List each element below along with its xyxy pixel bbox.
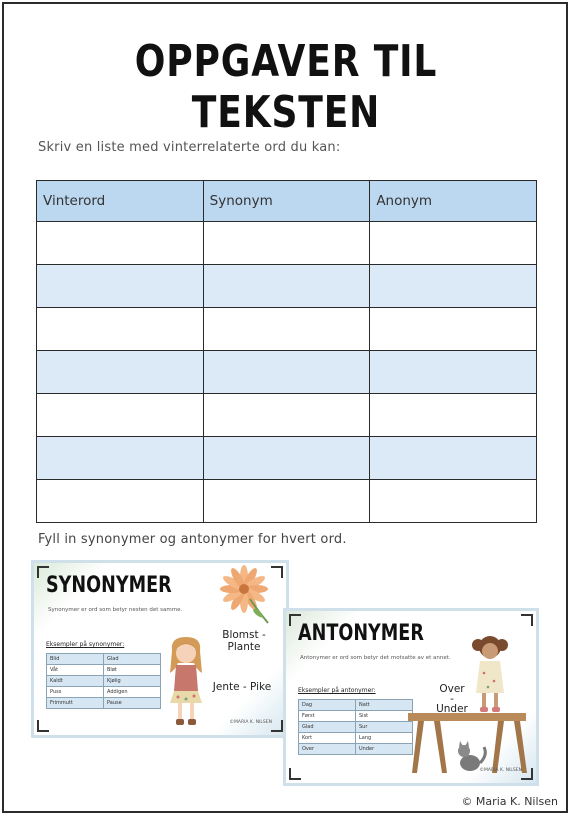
- header-anonym: Anonym: [370, 181, 537, 222]
- table-cell: Våt: [47, 665, 104, 676]
- corner-ornament: [271, 720, 283, 732]
- table-row: [47, 676, 161, 687]
- table-row: [37, 222, 537, 265]
- corner-ornament: [289, 768, 301, 780]
- copyright-notice: © Maria K. Nilsen: [461, 795, 558, 808]
- table-cell: Addigen: [104, 687, 161, 698]
- antonym-example-table: [298, 699, 413, 755]
- table-cell[interactable]: [37, 308, 204, 351]
- table-cell: Glad: [104, 654, 161, 665]
- instruction-list: Skriv en liste med vinterrelaterte ord du kan:: [38, 140, 341, 155]
- table-cell: Blid: [47, 654, 104, 665]
- table-row: [37, 308, 537, 351]
- table-cell[interactable]: [203, 222, 370, 265]
- synonym-example-table: [46, 653, 161, 709]
- table-cell[interactable]: [37, 437, 204, 480]
- table-row: [37, 265, 537, 308]
- table-cell[interactable]: [370, 480, 537, 523]
- table-cell[interactable]: [203, 437, 370, 480]
- synonym-card: [34, 563, 286, 735]
- table-cell: Kort: [299, 733, 356, 744]
- page-title: OPPGAVER TIL TEKSTEN: [134, 36, 438, 138]
- table-row: [47, 687, 161, 698]
- vocabulary-table: [36, 180, 537, 523]
- table-cell: Natt: [356, 700, 413, 711]
- table-row: [299, 733, 413, 744]
- table-cell[interactable]: [37, 351, 204, 394]
- table-cell: Frimmutt: [47, 698, 104, 709]
- table-cell[interactable]: [37, 394, 204, 437]
- table-cell: Pause: [104, 698, 161, 709]
- corner-ornament: [37, 720, 49, 732]
- table-row: [37, 394, 537, 437]
- table-cell: Dag: [299, 700, 356, 711]
- table-cell: Over: [299, 744, 356, 755]
- instruction-synonyms: Fyll in synonymer og antonymer for hvert ord.: [38, 532, 347, 547]
- synonym-card-description: Synonymer er ord som betyr nesten det samme.: [48, 607, 183, 613]
- table-row: [47, 698, 161, 709]
- table-row: [37, 437, 537, 480]
- table-cell: Kaldt: [47, 676, 104, 687]
- header-vinterord: Vinterord: [37, 181, 204, 222]
- antonym-pair-top: Over: [439, 683, 465, 695]
- synonym-pair-2: Jente - Pike: [212, 681, 272, 693]
- girl-illustration: [164, 633, 208, 729]
- table-cell[interactable]: [37, 265, 204, 308]
- antonym-pair-dash: -: [450, 693, 454, 705]
- synonym-examples-label: Eksempler på synonymer:: [46, 641, 125, 648]
- card-credit: ©MARIA K. NILSEN: [479, 768, 522, 773]
- card-credit: ©MARIA K. NILSEN: [229, 720, 272, 725]
- table-cell: Kjølig: [104, 676, 161, 687]
- table-cell: Lang: [356, 733, 413, 744]
- table-cell[interactable]: [203, 265, 370, 308]
- table-cell[interactable]: [370, 394, 537, 437]
- table-header-row: [37, 181, 537, 222]
- header-synonym: Synonym: [203, 181, 370, 222]
- table-row: [299, 700, 413, 711]
- antonym-card-title: ANTONYMER: [298, 621, 424, 646]
- table-cell[interactable]: [203, 480, 370, 523]
- table-cell[interactable]: [37, 222, 204, 265]
- table-cell[interactable]: [203, 351, 370, 394]
- synonym-pair-1: Blomst - Plante: [222, 629, 266, 653]
- synonym-card-title: SYNONYMER: [46, 573, 172, 598]
- table-cell: Glad: [299, 722, 356, 733]
- table-cell: Sist: [356, 711, 413, 722]
- table-row: [47, 654, 161, 665]
- table-row: [47, 665, 161, 676]
- table-cell[interactable]: [370, 437, 537, 480]
- table-cell: Puss: [47, 687, 104, 698]
- table-cell: Sur: [356, 722, 413, 733]
- table-row: [299, 744, 413, 755]
- table-cell[interactable]: [203, 308, 370, 351]
- table-cell[interactable]: [37, 480, 204, 523]
- table-cell: Under: [356, 744, 413, 755]
- table-cell[interactable]: [370, 222, 537, 265]
- antonym-pair-bottom: Under: [436, 703, 468, 715]
- table-cell[interactable]: [370, 351, 537, 394]
- table-cell: Først: [299, 711, 356, 722]
- table-cell[interactable]: [203, 394, 370, 437]
- table-cell: Bløt: [104, 665, 161, 676]
- table-cell[interactable]: [370, 308, 537, 351]
- table-row: [37, 351, 537, 394]
- table-row: [299, 722, 413, 733]
- table-row: [37, 480, 537, 523]
- antonym-card-description: Antonymer er ord som betyr det motsatte av et annet.: [300, 655, 451, 661]
- flower-illustration: [218, 565, 280, 627]
- table-row: [299, 711, 413, 722]
- antonym-examples-label: Eksempler på antonymer:: [298, 687, 376, 694]
- corner-ornament: [521, 614, 533, 626]
- antonym-card: [286, 611, 536, 783]
- table-cell[interactable]: [370, 265, 537, 308]
